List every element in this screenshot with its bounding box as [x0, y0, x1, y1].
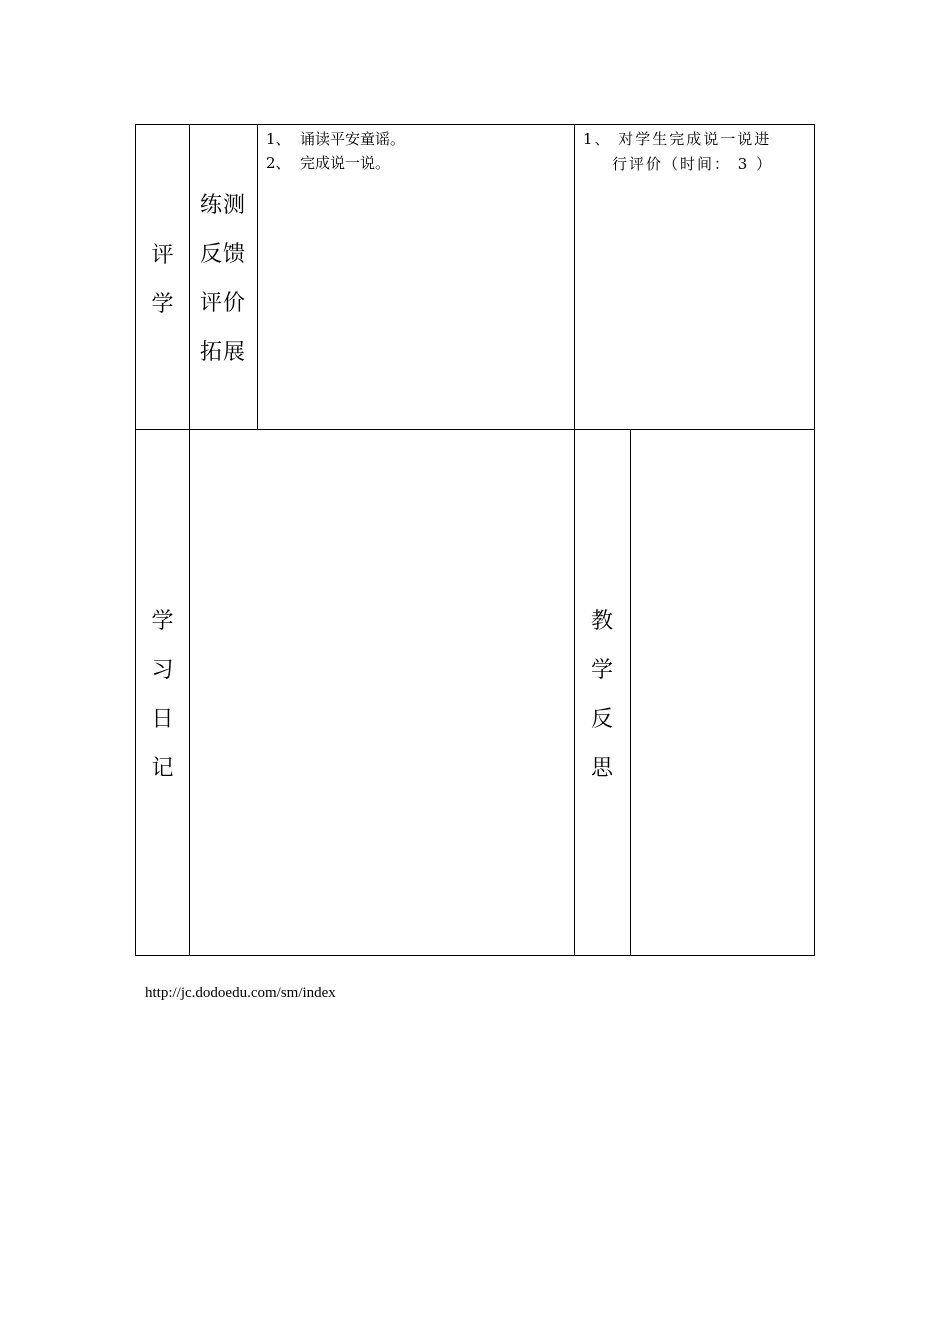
evaluation-line: 行评价（时间： 3 ）	[612, 155, 774, 173]
teaching-reflection-label	[574, 597, 630, 793]
sub-label-line: 反馈	[200, 242, 247, 267]
activity-item	[266, 127, 405, 151]
reflection-label-char: 教	[590, 609, 613, 634]
diary-label-char: 习	[151, 658, 174, 683]
diary-label-char: 学	[151, 609, 174, 634]
footer-url: http://jc.dodoedu.com/sm/index	[145, 985, 336, 1001]
lesson-table	[135, 124, 815, 956]
evaluation-text	[583, 127, 773, 177]
learning-diary-label	[136, 597, 189, 793]
activity-number: 1、	[266, 130, 291, 148]
col-divider-2	[257, 125, 258, 430]
col-divider-3	[574, 125, 575, 955]
diary-label-char: 日	[151, 707, 174, 732]
sub-label-line: 评价	[200, 291, 247, 316]
activity-number: 2、	[266, 154, 291, 172]
section-label-char: 学	[151, 292, 174, 317]
activity-list	[266, 127, 405, 175]
activity-text: 完成说一说。	[300, 154, 391, 172]
teaching-reflection-area[interactable]	[631, 430, 814, 955]
section-label-evaluate-learning	[136, 231, 189, 329]
sub-label-line: 拓展	[200, 340, 247, 365]
evaluation-line: 1、 对学生完成说一说进	[583, 130, 772, 148]
reflection-label-char: 学	[590, 658, 613, 683]
reflection-label-char: 反	[590, 707, 613, 732]
activity-item	[266, 151, 405, 175]
learning-diary-area[interactable]	[190, 430, 574, 955]
section-label-char: 评	[151, 243, 174, 268]
reflection-label-char: 思	[590, 756, 613, 781]
sub-label-practice	[200, 181, 246, 377]
sub-label-line: 练测	[200, 193, 247, 218]
diary-label-char: 记	[151, 756, 174, 781]
activity-text: 诵读平安童谣。	[300, 130, 406, 148]
